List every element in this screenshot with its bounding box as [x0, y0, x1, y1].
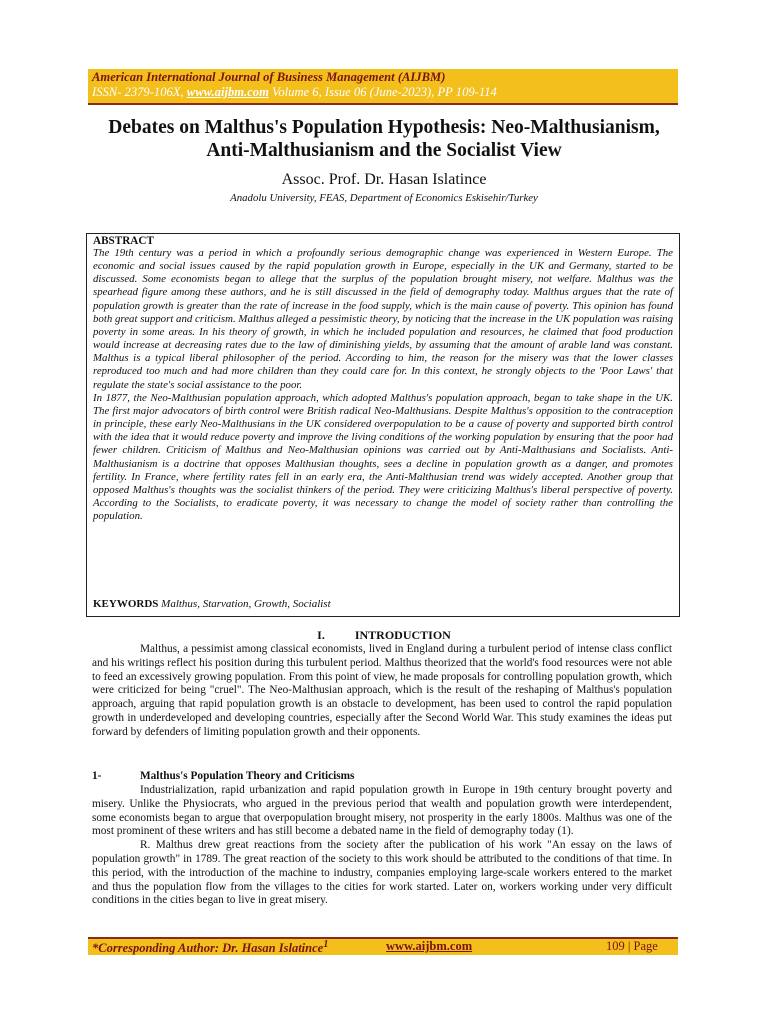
journal-name: American International Journal of Business Management (AIJBM) [92, 70, 446, 84]
abstract-paragraph: In 1877, the Neo-Malthusian population approach, which adopted Malthus's population approach, began to take shape in the UK. The first major advocators of birth control were British radical Neo-Malthusians. Despite Malthus's opposition to the contraception in principle, these early Neo-Malthusians in the UK considered overpopulation to be a cause of poverty and supported birth control with the idea that it would reduce poverty and improve the living conditions of the working population by ensuring that the poor had fewer children. Criticism of Malthus and Neo-Malthusian opinions was carried out by Anti-Malthusians and Socialists. Anti-Malthusianism is a doctrine that opposes Malthusian thoughts, sees a decline in population growth as a danger, and promotes fertility. In France, where fertility rates fell in an early era, the Anti-Malthusian trend was widely accepted. Another group that opposed Malthus's thoughts was the socialist thinkers of the period. They were criticizing Malthus's liberal perspective of poverty. According to the Socialists, to eradicate poverty, it was necessary to change the model of society rather than controlling the population. [93, 391, 673, 523]
abstract-paragraph: The 19th century was a period in which a profoundly serious demographic change was experienced in Western Europe. The economic and social issues caused by the rapid population growth in Europe, especially in the UK and Germany, started to be discussed. Some economists began to allege that the surplus of the population brought misery, not welfare. Malthus was the spearhead figure among these authors, and he is still discussed in the field of demography today. Malthus argues that the rate of population growth is greater than the rate of increase in the food supply, which is the main cause of poverty. This opinion has found both great support and criticism. Malthus alleged a pessimistic theory, by noticing that the increase in the UK population was raising poverty in some areas. In his theory of growth, in which he included population and resources, he claimed that food production would increase at decreasing rates due to the law of diminishing yields, by assuming that the amount of arable land was constant. Malthus is a typical liberal philosopher of the period. According to him, the reason for the misery was that the lower classes reproduced too much and had more children than they could care for. In this context, he strongly objects to the 'Poor Laws' that regulate the state's social assistance to the poor. [93, 247, 673, 391]
subsection-heading [92, 770, 354, 782]
corresponding-author [92, 939, 328, 956]
paper-title: Debates on Malthus's Population Hypothesis: Neo-Malthusianism, Anti-Malthusianism and the Socialist View [108, 117, 660, 161]
footer-url-link[interactable]: www.aijbm.com [386, 939, 473, 953]
corresponding-author-text: *Corresponding Author: Dr. Hasan Islatince [92, 941, 324, 956]
keywords-label: KEYWORDS [93, 598, 159, 610]
introduction-body [92, 643, 672, 740]
header-divider [88, 103, 678, 105]
section-heading-introduction: I. INTRODUCTION [317, 628, 451, 642]
journal-url-link[interactable]: www.aijbm.com [186, 85, 269, 99]
body-paragraph: Industrialization, rapid urbanization and rapid population growth in Europe in 19th century brought poverty and misery. Unlike the Physiocrats, who argued in the previous period that wealth and population growth were interdependent, some economists began to argue that overpopulation brought misery, not prosperity in the early 1800s. Malthus was one of the most prominent of these writers and has still become a debated name in the field of demography today (1). [92, 784, 672, 838]
volume-info: Volume 6, Issue 06 (June-2023), PP 109-114 [268, 85, 497, 99]
keywords-list: Malthus, Starvation, Growth, Socialist [158, 598, 331, 610]
subsection-number: 1- [92, 770, 102, 782]
author-name: Assoc. Prof. Dr. Hasan Islatince [281, 171, 487, 188]
issn: ISSN- 2379-106X, [92, 85, 187, 99]
section1-body [92, 784, 672, 908]
author-affiliation: Anadolu University, FEAS, Department of Economics Eskisehir/Turkey [230, 192, 538, 204]
abstract-body [93, 247, 673, 523]
journal-issue-info [92, 85, 497, 100]
body-paragraph: Malthus, a pessimist among classical economists, lived in England during a turbulent period of intense class conflict and his writings reflect his position during this turbulent period. Malthus theorized that the world's food resources were not able to feed an excessively growing population. From this point of view, he made proposals for controlling population growth, which were criticized for being "cruel". The Neo-Malthusian approach, which is the result of the reshaping of Malthus's population approach, arguing that rapid population growth is an obstacle to development, has been used to control the rapid population growth in underdeveloped and developing countries, especially after the Second World War. This study examines the ideas put forward by defenders of limiting population growth and their opponents. [92, 643, 673, 738]
footnote-marker: 1 [323, 939, 329, 950]
keywords [93, 598, 331, 610]
subsection-title: Malthus's Population Theory and Criticisms [140, 770, 355, 782]
page-number: 109 | Page [606, 939, 658, 953]
body-paragraph: R. Malthus drew great reactions from the society after the publication of his work "An essay on the laws of population growth" in 1789. The great reaction of the society to this work should be attributed to the conditions of that time. In this period, with the introduction of the machine to industry, companies employing large-scale workers entered to the market and thus the population flow from the villages to the cities for work started. Later on, workers working under very difficult conditions in the cities began to live in great misery. [92, 839, 672, 907]
abstract-heading: ABSTRACT [93, 235, 154, 247]
